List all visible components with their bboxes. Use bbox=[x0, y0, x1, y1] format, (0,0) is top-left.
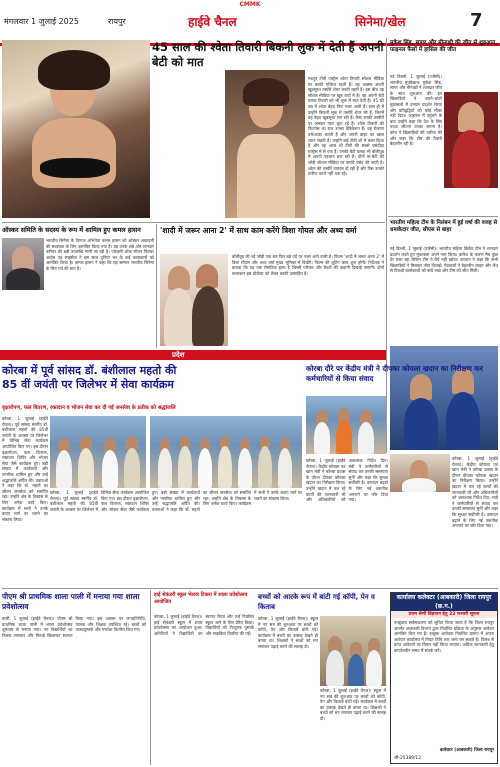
korba-subhead-block bbox=[2, 404, 302, 414]
issue-date: मंगलवार 1 जुलाई 2025 bbox=[4, 17, 79, 26]
coal-headline: कोरबा दौरे पर केंद्रीय मंत्री ने दीपका कोयला खदान का निरीक्षण कर कर्मचारियों से किया संवाद bbox=[306, 364, 483, 383]
story-left-headline: ऑस्कर समिति के सदस्य के रूप में शामिल हुए कमल हासन bbox=[2, 226, 141, 234]
school-headline-block bbox=[2, 592, 148, 614]
pradesh-band bbox=[0, 350, 386, 360]
school-headline: पीएम श्री प्राथमिक शाला पाली में मनाया गया शाला प्रवेशोत्सव bbox=[2, 592, 140, 611]
kids-body: कोरबा, 1 जुलाई (हाईवे चैनल)। स्कूल में नए सत्र की शुरुआत पर बच्चों को कॉपी, पेन और किताबें बांटी गईं। कार्यक्रम में बच्चों का उत्साह देखते ही बनता था। शिक्षकों ने बच्चों को मन लगाकर पढ़ाई करने की सलाह दी। bbox=[258, 616, 318, 649]
column-rule bbox=[150, 590, 151, 765]
page-number: 7 bbox=[470, 10, 483, 31]
korba-headline-block bbox=[2, 364, 302, 402]
korba-group-photo bbox=[150, 416, 302, 488]
coal-body-continued: कोरबा, 1 जुलाई (हाईवे चैनल)। केंद्रीय कोयला एवं खान मंत्री ने कोरबा प्रवास के दौरान दीपका कोयला खदान का निरीक्षण किया। उन्होंने खदान में चल रहे कार्यों की जानकारी ली और अधिकारियों को आवश्यक निर्देश दिए। मंत्री ने कर्मचारियों से संवाद कर उनकी समस्याएं सुनीं और कहा कि सुरक्षा सर्वोपरि है। उत्पादन बढ़ाने के लिए नई तकनीक अपनाने पर जोर दिया गया। bbox=[452, 456, 498, 529]
notice-ref: जी-25389/12 bbox=[394, 756, 422, 761]
story-left-headline-block bbox=[2, 226, 152, 238]
masthead bbox=[0, 10, 500, 36]
lead-body: मशहूर टीवी एक्ट्रेस श्वेता तिवारी सोशल मीडिया पर काफी एक्टिव रहती हैं। वह अक्सर अपनी खूबसूरत तस्वीरें शेयर करती रहती हैं। इस बीच वह सोशल मीडिया पर खूब चर्चा में हैं। वह अपनी बेटी पलक तिवारी को भी लुक में मात देती हैं। 45 की उम्र में श्वेता बेहद फिट नजर आती हैं। हाल ही में उन्होंने बिकनी लुक में तस्वीरें शेयर की हैं, जिनमें वह बेहद खूबसूरत लग रही हैं। फैंस उनकी तस्वीरों पर जमकर प्यार लुटा रहे हैं। श्वेता तिवारी की फिटनेस का राज उनका डेडिकेशन है। वह रोजाना वर्कआउट करती हैं और अपनी डाइट का खास ध्यान रखती हैं। उन्होंने कई टीवी शो में काम किया है और वह आज भी टीवी की सबसे पसंदीदा एक्ट्रेस में से एक हैं। उनकी बेटी पलक भी बॉलीवुड में अपनी पहचान बना रही हैं। दोनों मां-बेटी की जोड़ी सोशल मीडिया पर काफी पसंद की जाती है। श्वेता की तस्वीरें वायरल हो रही हैं और फैंस उनकी तारीफ करते नहीं थक रहे। bbox=[308, 76, 384, 177]
sidebar-top-headline-block bbox=[390, 40, 498, 72]
kids-headline-block bbox=[258, 592, 386, 614]
pradesh-label: प्रदेश bbox=[172, 351, 185, 359]
cricket-photo bbox=[390, 346, 498, 450]
actor-photo bbox=[2, 238, 44, 290]
classroom-photo bbox=[320, 616, 386, 686]
story-left-body: भारतीय सिनेमा के दिग्गज अभिनेता कमल हासन को ऑस्कर अकादमी की सदस्यता के लिए आमंत्रित किया गया है। यह उनके लंबे और शानदार करियर की बड़ी उपलब्धि मानी जा रही है। एकेडमी ऑफ मोशन पिक्चर आर्ट्स एंड साइंसेज ने इस साल दुनिया भर के कई कलाकारों को आमंत्रित किया है। कमल हासन ने कहा कि यह सम्मान भारतीय सिनेमा के लिए गर्व की बात है। bbox=[46, 238, 154, 271]
newspaper-brand: हाईवे चैनल bbox=[188, 15, 237, 29]
bottom-rule bbox=[2, 588, 498, 589]
lead-bottom-rule bbox=[2, 222, 385, 223]
lead-photo bbox=[2, 40, 150, 218]
government-notice bbox=[390, 592, 498, 764]
bottom-mid-headline-block bbox=[154, 592, 256, 612]
notice-subtitle: प्रथम श्रेणी विज्ञापन हेतु 22 फरवरी सूचना bbox=[391, 611, 497, 618]
lead-photo-daughter bbox=[225, 70, 305, 218]
korba-body-continued: कोरबा, 1 जुलाई (हाईवे चैनल)। पूर्व सांसद स्वर्गीय डॉ. बंशीलाल महतो की 85वीं जयंती के अवसर पर जिलेभर में विभिन्न सेवा कार्यक्रम आयोजित किए गए। इस दौरान वृक्षारोपण, फल वितरण, रक्तदान शिविर और भोजन सेवा जैसे कार्यक्रम हुए। बड़ी संख्या में कार्यकर्ता और नागरिक शामिल हुए और उन्हें श्रद्धांजलि अर्पित की। वक्ताओं ने कहा कि डॉ. महतो का जीवन जनसेवा को समर्पित रहा। उन्होंने क्षेत्र के विकास के लिए अनेक कार्य किए। कार्यक्रम में सभी ने उनके बताए मार्ग पर चलने का संकल्प लिया। bbox=[50, 490, 302, 512]
sidebar-mid-body: नई दिल्ली, 1 जुलाई (एजेंसी)। भारतीय महिला क्रिकेट टीम ने शानदार प्रदर्शन करते हुए मुकाबला अपने नाम किया। बारिश के कारण मैच कुछ देर रुका रहा लेकिन टीम ने धैर्य नहीं खोया। कप्तान ने कहा कि सभी खिलाड़ियों ने मिलकर जीत दिलाई। गेंदबाजों ने बेहतरीन लाइन और लेंथ से विपक्षी बल्लेबाजों को बांधे रखा और टीम को जीत मिली। bbox=[390, 246, 498, 274]
story-mid-headline-block bbox=[160, 226, 384, 250]
boxer-photo bbox=[444, 92, 498, 188]
korba-event-photo bbox=[50, 416, 146, 488]
column-rule bbox=[156, 224, 157, 348]
school-body: पाली, 1 जुलाई (हाईवे चैनल)। पीएम श्री प्राथमिक शाला पाली में शाला प्रवेशोत्सव धूमधाम से मनाया गया। नए विद्यार्थियों का तिलक लगाकर और मिठाई खिलाकर स्वागत किया गया। इस अवसर पर जनप्रतिनिधि, पालक और शिक्षक उपस्थित रहे। बच्चों को पाठ्यपुस्तकें और गणवेश वितरित किए गए। bbox=[2, 616, 146, 638]
sidebar-top-headline: मुकेश सिंह, सागर और मीनाक्षी की जीत से शुरुआत, फाइनल फैंसों में हासिल की जीत bbox=[390, 40, 498, 53]
bottom-mid-body: कोरबा, 1 जुलाई (हाईवे चैनल)। हाई सेकंडरी स्कूल में शाला प्रवेशोत्सव का आयोजन हुआ। अतिथियों ने विद्यार्थियों का स्वागत किया और उन्हें नियमित स्कूल आने के लिए प्रेरित किया। विद्यार्थियों को निःशुल्क पुस्तकें और साइकिल वितरित की गईं। bbox=[154, 614, 254, 636]
coal-side-photo bbox=[390, 454, 450, 492]
top-brand: CMMK bbox=[239, 1, 261, 8]
story-mid-headline: 'शादी में जरूर आना 2' में साथ काम करेंगे त्रिशा गोयल और अथ्य वर्मा bbox=[160, 226, 357, 235]
kids-headline: बच्चों को आरके रूप में बांटी गई कॉपी, पेन व किताब bbox=[258, 593, 375, 611]
section-title: सिनेमा/खेल bbox=[355, 15, 406, 29]
korba-subhead: वृक्षारोपण, फल वितरण, रक्तदान व भोजन सेवा कर दी गई जनसेवा के प्रतीक को श्रद्धांजलि bbox=[2, 405, 176, 411]
coal-headline-block bbox=[306, 364, 498, 394]
story-mid-body: बॉलीवुड की नई जोड़ी एक बार फिर बड़े पर्दे पर नजर आने वाली है। फिल्म 'शादी में जरूर आना 2' में त्रिशा गोयल और अथ्य वर्मा मुख्य भूमिका में दिखेंगे। फिल्म की शूटिंग जल्द शुरू होगी। निर्देशक ने बताया कि यह एक रोमांटिक ड्रामा है जिसमें परिवार और रिश्तों की कहानी दिखाई जाएगी। दोनों कलाकार इस प्रोजेक्ट को लेकर काफी उत्साहित हैं। bbox=[232, 254, 384, 276]
korba-headline-line2: 85 वीं जयंती पर जिलेभर में सेवा कार्यक्रम bbox=[2, 378, 174, 391]
lead-headline-block bbox=[152, 40, 384, 72]
kids-body-continued: कोरबा, 1 जुलाई (हाईवे चैनल)। स्कूल में नए सत्र की शुरुआत पर बच्चों को कॉपी, पेन और किताबें बांटी गईं। कार्यक्रम में बच्चों का उत्साह देखते ही बनता था। शिक्षकों ने बच्चों को मन लगाकर पढ़ाई करने की सलाह दी। bbox=[320, 688, 386, 721]
bottom-mid-headline: हाई सेकंडरी स्कूल भेलवा टिकरा में शाला प्रवेशोत्सव आयोजित bbox=[154, 592, 248, 605]
sidebar-rule bbox=[388, 216, 498, 217]
couple-photo bbox=[160, 254, 228, 346]
minister-photo bbox=[306, 396, 386, 454]
notice-title: कार्यालय कलेक्टर (आबकारी) जिला रायपुर (छ.ग.) bbox=[391, 593, 497, 611]
coal-body: कोरबा, 1 जुलाई (हाईवे चैनल)। केंद्रीय कोयला एवं खान मंत्री ने कोरबा प्रवास के दौरान दीपका कोयला खदान का निरीक्षण किया। उन्होंने खदान में चल रहे कार्यों की जानकारी ली और अधिकारियों को आवश्यक निर्देश दिए। मंत्री ने कर्मचारियों से संवाद कर उनकी समस्याएं सुनीं और कहा कि सुरक्षा सर्वोपरि है। उत्पादन बढ़ाने के लिए नई तकनीक अपनाने पर जोर दिया गया। bbox=[306, 458, 388, 503]
sidebar-mid-headline-block bbox=[390, 220, 498, 244]
sidebar-mid-headline: भारतीय महिला टीम के निलंबन में हुई वर्षा की वजह से धमाकेदार जीत, सीएस से बाहर bbox=[390, 220, 498, 233]
notice-footer: कलेक्टर (आबकारी) जिला रायपुर bbox=[439, 748, 494, 753]
notice-body: एतद्द्वारा सर्वसाधारण को सूचित किया जाता है कि जिला रायपुर अंतर्गत आबकारी विभाग द्वारा निर्धारित प्रक्रिया के अनुसार आवेदन आमंत्रित किए गए हैं। इच्छुक आवेदक निर्धारित प्रारूप में अपना आवेदन कार्यालय में नियत तिथि तक जमा कर सकते हैं। विलंब से प्राप्त आवेदनों पर विचार नहीं किया जाएगा। अधिक जानकारी हेतु कार्यालयीन समय में संपर्क करें। bbox=[394, 620, 494, 653]
edition-city: रायपुर bbox=[108, 17, 126, 26]
sidebar-top-body: नई दिल्ली, 1 जुलाई (एजेंसी)। भारतीय मुक्केबाज मुकेश सिंह, सागर और मीनाक्षी ने शानदार जीत के साथ शुरुआत की। इन खिलाड़ियों ने अपने-अपने मुकाबलों में दमदार प्रदर्शन किया और प्रतिद्वंद्वियों को कोई मौका नहीं दिया। फाइनल में पहुंचने के बाद उन्होंने कहा कि देश के लिए पदक जीतना उनका सपना है। कोच ने खिलाड़ियों की तारीफ की और कहा कि टीम की तैयारी बेहतरीन रही है। bbox=[390, 74, 442, 147]
korba-body: कोरबा, 1 जुलाई (हाईवे चैनल)। पूर्व सांसद स्वर्गीय डॉ. बंशीलाल महतो की 85वीं जयंती के अवसर पर जिलेभर में विभिन्न सेवा कार्यक्रम आयोजित किए गए। इस दौरान वृक्षारोपण, फल वितरण, रक्तदान शिविर और भोजन सेवा जैसे कार्यक्रम हुए। बड़ी संख्या में कार्यकर्ता और नागरिक शामिल हुए और उन्हें श्रद्धांजलि अर्पित की। वक्ताओं ने कहा कि डॉ. महतो का जीवन जनसेवा को समर्पित रहा। उन्होंने क्षेत्र के विकास के लिए अनेक कार्य किए। कार्यक्रम में सभी ने उनके बताए मार्ग पर चलने का संकल्प लिया। bbox=[2, 416, 48, 522]
korba-headline-line1: कोरबा में पूर्व सांसद डॉ. बंशीलाल महतो की bbox=[2, 364, 177, 377]
lead-headline: 45 साल की श्वेता तिवारी बिकनी लुक में देती हैं अपनी बेटी को मात bbox=[152, 40, 384, 69]
